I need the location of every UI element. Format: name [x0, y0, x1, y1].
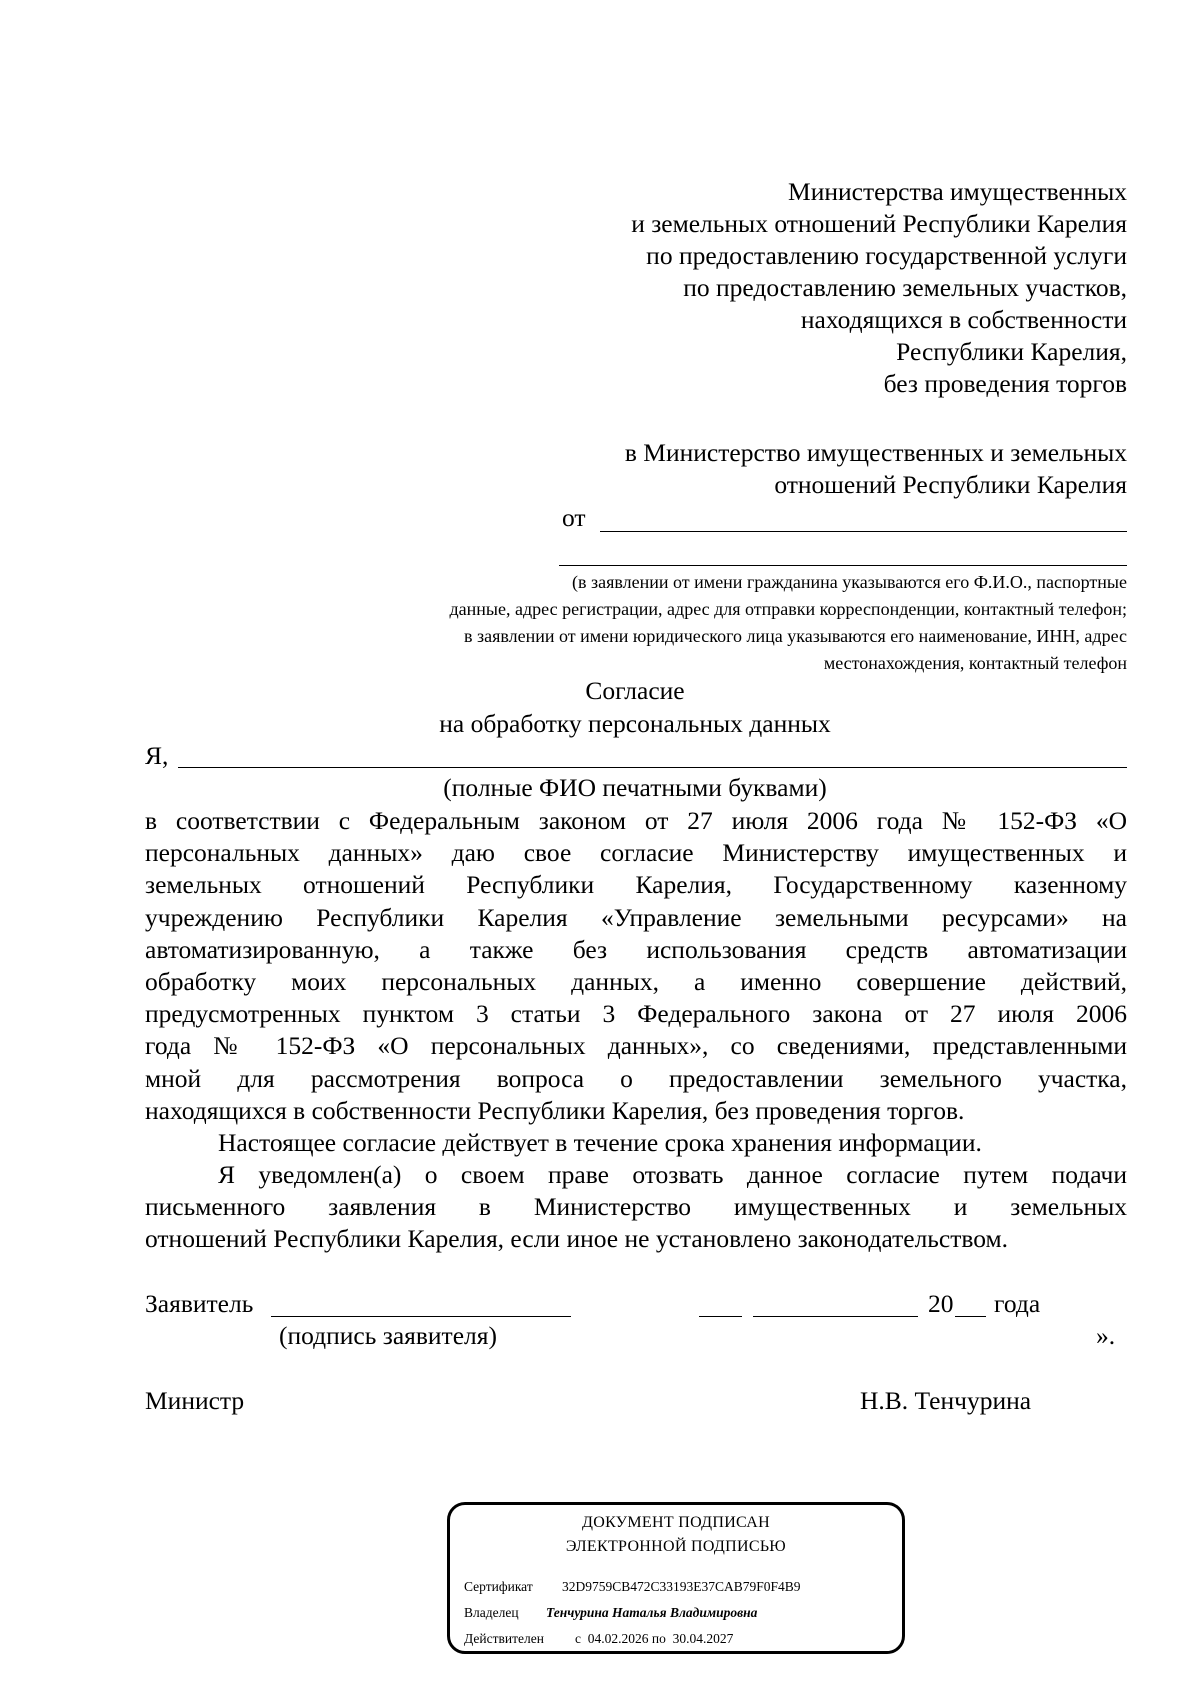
paragraph-line: автоматизированную, а также без использования средств автоматизации	[145, 934, 1127, 964]
stamp-owner-value: Тенчурина Наталья Владимировна	[546, 1605, 758, 1620]
stamp-owner-row	[464, 1603, 757, 1623]
paragraph-line: отношений Республики Карелия, если иное не установлено законодательством.	[145, 1224, 1009, 1254]
note-line: (в заявлении от имени гражданина указываются его Ф.И.О., паспортные	[572, 572, 1127, 592]
paragraph-line: предусмотренных пунктом 3 статьи 3 Федерального закона от 27 июля 2006	[145, 999, 1127, 1029]
stamp-certificate-label: Сертификат	[464, 1579, 533, 1594]
header-line: и земельных отношений Республики Карелия	[631, 209, 1127, 238]
applicant-label: Заявитель	[145, 1289, 254, 1318]
stamp-certificate-value: 32D9759CB472C33193E37CAB79F0F4B9	[562, 1579, 801, 1594]
header-line: Министерства имущественных	[788, 177, 1127, 206]
stamp-valid-to: 30.04.2027	[672, 1631, 734, 1646]
closing-quote: ».	[1096, 1321, 1116, 1350]
year-field[interactable]	[955, 1316, 986, 1317]
name-label: Я,	[145, 741, 169, 770]
from-field-line-2[interactable]	[559, 565, 1127, 566]
paragraph-line: персональных данных» даю свое согласие Министерству имущественных и	[145, 838, 1127, 868]
stamp-certificate-row	[464, 1577, 801, 1597]
full-name-field[interactable]	[178, 767, 1127, 768]
applicant-signature-field[interactable]	[271, 1316, 571, 1317]
stamp-header-line-2: ЭЛЕКТРОННОЙ ПОДПИСЬЮ	[565, 1538, 787, 1555]
paragraph-line: находящихся в собственности Республики Карелия, без проведения торгов.	[145, 1095, 965, 1125]
signature-hint: (подпись заявителя)	[279, 1321, 497, 1350]
day-field[interactable]	[699, 1316, 742, 1317]
from-label: от	[562, 503, 586, 532]
paragraph-line: года № 152-ФЗ «О персональных данных», со сведениями, представленными	[145, 1031, 1127, 1061]
stamp-valid-to-prefix: по	[651, 1631, 666, 1646]
electronic-signature-stamp	[447, 1502, 905, 1654]
paragraph-line: Я уведомлен(а) о своем праве отозвать данное согласие путем подачи	[218, 1160, 1127, 1189]
paragraph-line: письменного заявления в Министерство имущественных и земельных	[145, 1192, 1127, 1222]
month-field[interactable]	[753, 1316, 918, 1317]
minister-name: Н.В. Тенчурина	[860, 1386, 1032, 1415]
header-line: без проведения торгов	[883, 369, 1127, 398]
revocation-paragraph	[145, 1159, 1127, 1256]
addressee-line-1: в Министерство имущественных и земельных	[624, 438, 1127, 467]
validity-paragraph: Настоящее согласие действует в течение срока хранения информации.	[218, 1128, 982, 1157]
header-line: по предоставлению государственной услуги	[646, 241, 1127, 270]
from-field-line-1[interactable]	[600, 531, 1127, 532]
paragraph-line: учреждению Республики Карелия «Управление земельными ресурсами» на	[145, 902, 1127, 932]
header-line: находящихся в собственности	[800, 305, 1127, 334]
note-line: в заявлении от имени юридического лица указываются его наименование, ИНН, адрес	[463, 626, 1127, 646]
stamp-valid-from: 04.02.2026	[587, 1631, 649, 1646]
stamp-valid-label: Действителен	[464, 1631, 544, 1646]
document-title: Согласие	[585, 676, 685, 705]
paragraph-line: обработку моих персональных данных, а именно совершение действий,	[145, 966, 1127, 996]
minister-title: Министр	[145, 1386, 245, 1415]
full-name-hint: (полные ФИО печатными буквами)	[443, 773, 827, 802]
document-subtitle: на обработку персональных данных	[439, 709, 831, 738]
stamp-header-line-1: ДОКУМЕНТ ПОДПИСАН	[582, 1514, 770, 1531]
paragraph-line: в соответствии с Федеральным законом от 27 июля 2006 года № 152-ФЗ «О	[145, 806, 1127, 835]
paragraph-line: земельных отношений Республики Карелия, Государственному казенному	[145, 870, 1127, 900]
stamp-validity-row	[464, 1629, 733, 1649]
stamp-owner-label: Владелец	[464, 1605, 519, 1620]
year-suffix: года	[994, 1289, 1041, 1318]
year-prefix: 20	[928, 1289, 954, 1318]
note-line: местонахождения, контактный телефон	[823, 653, 1127, 673]
stamp-valid-from-prefix: с	[575, 1631, 581, 1646]
paragraph-line: мной для рассмотрения вопроса о предоставлении земельного участка,	[145, 1063, 1127, 1093]
addressee-line-2: отношений Республики Карелия	[774, 470, 1127, 499]
header-line: по предоставлению земельных участков,	[683, 273, 1127, 302]
header-line: Республики Карелия,	[896, 337, 1127, 366]
consent-paragraph	[145, 805, 1127, 1127]
note-line: данные, адрес регистрации, адрес для отправки корреспонденции, контактный телефон;	[449, 599, 1127, 619]
